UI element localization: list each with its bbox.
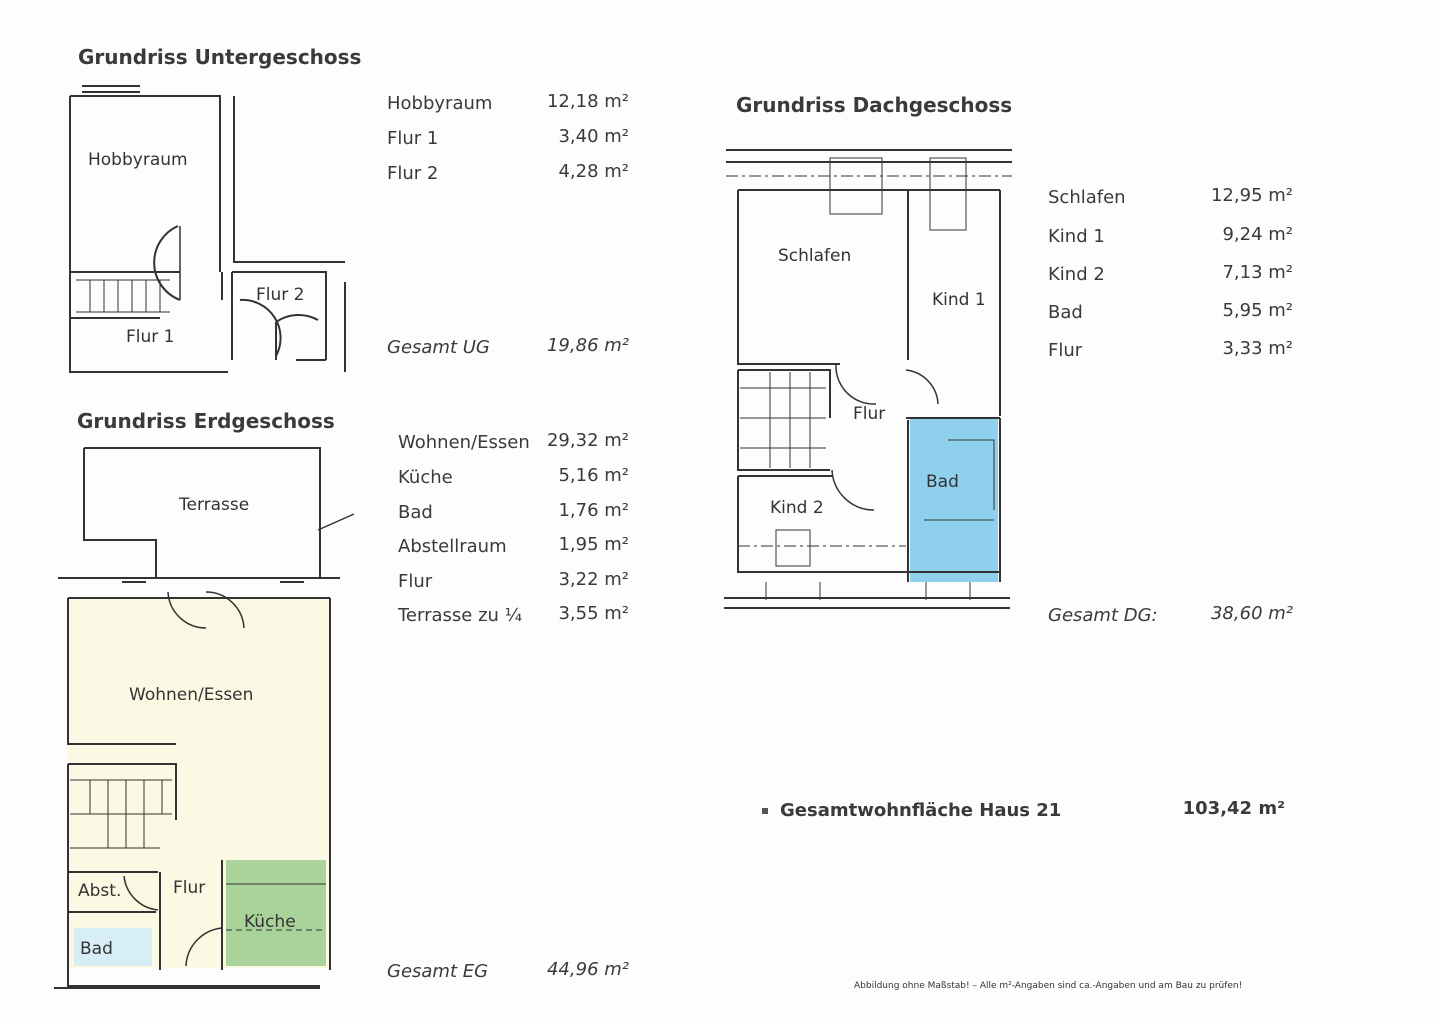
dg-heading: Grundriss Dachgeschoss <box>736 93 1013 117</box>
ug-total-label: Gesamt UG <box>387 337 490 358</box>
ug-room-row <box>387 163 629 184</box>
ug-room-row <box>387 93 629 114</box>
eg-room-name: Terrasse zu ¼ <box>398 605 523 626</box>
ug-room-area: 3,40 m² <box>558 126 629 147</box>
plan-label-hobbyraum: Hobbyraum <box>88 150 188 170</box>
plan-label-kind1: Kind 1 <box>932 290 986 310</box>
plan-label-abst: Abst. <box>78 881 122 901</box>
ug-room-row <box>387 128 629 149</box>
plan-label-kueche: Küche <box>244 912 296 932</box>
eg-room-row <box>398 571 629 592</box>
bullet-icon <box>762 808 768 814</box>
dg-room-row <box>1048 340 1293 361</box>
plan-label-eg-bad: Bad <box>80 939 113 959</box>
eg-room-name: Abstellraum <box>398 536 507 557</box>
eg-total-row <box>387 961 629 982</box>
dg-room-row <box>1048 226 1293 247</box>
plan-label-eg-flur: Flur <box>173 878 206 898</box>
ug-heading: Grundriss Untergeschoss <box>78 45 362 69</box>
eg-room-row <box>398 432 629 453</box>
plan-untergeschoss <box>70 86 345 372</box>
plan-label-flur2: Flur 2 <box>256 285 305 305</box>
eg-total-value: 44,96 m² <box>546 959 629 980</box>
dg-room-area: 3,33 m² <box>1222 338 1293 359</box>
dg-total-value: 38,60 m² <box>1210 603 1293 624</box>
dg-room-name: Kind 2 <box>1048 264 1105 285</box>
ug-total-value: 19,86 m² <box>546 335 629 356</box>
plan-label-dg-flur: Flur <box>853 404 886 424</box>
dg-total-row <box>1048 605 1293 626</box>
ug-room-name: Hobbyraum <box>387 93 493 114</box>
dg-room-area: 12,95 m² <box>1210 185 1293 206</box>
ug-room-name: Flur 2 <box>387 163 439 184</box>
plan-label-dg-bad: Bad <box>926 472 959 492</box>
ug-total-row <box>387 337 629 358</box>
plan-label-wohnen: Wohnen/Essen <box>129 685 254 705</box>
eg-room-row <box>398 536 629 557</box>
dg-room-row <box>1048 187 1293 208</box>
dg-room-row <box>1048 264 1293 285</box>
eg-room-area: 5,16 m² <box>558 465 629 486</box>
eg-room-row <box>398 467 629 488</box>
summary-label: Gesamtwohnfläche Haus 21 <box>780 800 1062 821</box>
eg-room-name: Bad <box>398 502 433 523</box>
eg-heading: Grundriss Erdgeschoss <box>77 409 335 433</box>
dg-room-name: Kind 1 <box>1048 226 1105 247</box>
plan-dachgeschoss <box>724 150 1012 608</box>
plan-erdgeschoss <box>54 448 354 988</box>
summary-row <box>762 800 1061 821</box>
eg-room-area: 3,22 m² <box>558 569 629 590</box>
eg-total-label: Gesamt EG <box>387 961 489 982</box>
dg-room-area: 7,13 m² <box>1222 262 1293 283</box>
eg-room-area: 1,76 m² <box>558 500 629 521</box>
dg-room-name: Schlafen <box>1048 187 1126 208</box>
plan-label-kind2: Kind 2 <box>770 498 824 518</box>
eg-room-row <box>398 605 629 626</box>
dg-room-area: 5,95 m² <box>1222 300 1293 321</box>
eg-room-name: Flur <box>398 571 433 592</box>
dg-room-name: Flur <box>1048 340 1083 361</box>
eg-room-area: 1,95 m² <box>558 534 629 555</box>
dg-room-name: Bad <box>1048 302 1083 323</box>
summary-value: 103,42 m² <box>1182 798 1285 819</box>
plan-label-schlafen: Schlafen <box>778 246 852 266</box>
eg-room-area: 29,32 m² <box>546 430 629 451</box>
ug-room-area: 4,28 m² <box>558 161 629 182</box>
eg-room-area: 3,55 m² <box>558 603 629 624</box>
ug-room-area: 12,18 m² <box>546 91 629 112</box>
eg-room-name: Wohnen/Essen <box>398 432 530 453</box>
eg-room-name: Küche <box>398 467 453 488</box>
dg-room-row <box>1048 302 1293 323</box>
dg-room-area: 9,24 m² <box>1222 224 1293 245</box>
ug-room-name: Flur 1 <box>387 128 439 149</box>
dg-total-label: Gesamt DG: <box>1048 605 1158 626</box>
plan-label-flur1: Flur 1 <box>126 327 175 347</box>
footnote: Abbildung ohne Maßstab! – Alle m²-Angaben sind ca.-Angaben und am Bau zu prüfen! <box>854 981 1243 991</box>
plan-label-terrasse: Terrasse <box>179 495 250 515</box>
eg-room-row <box>398 502 629 523</box>
